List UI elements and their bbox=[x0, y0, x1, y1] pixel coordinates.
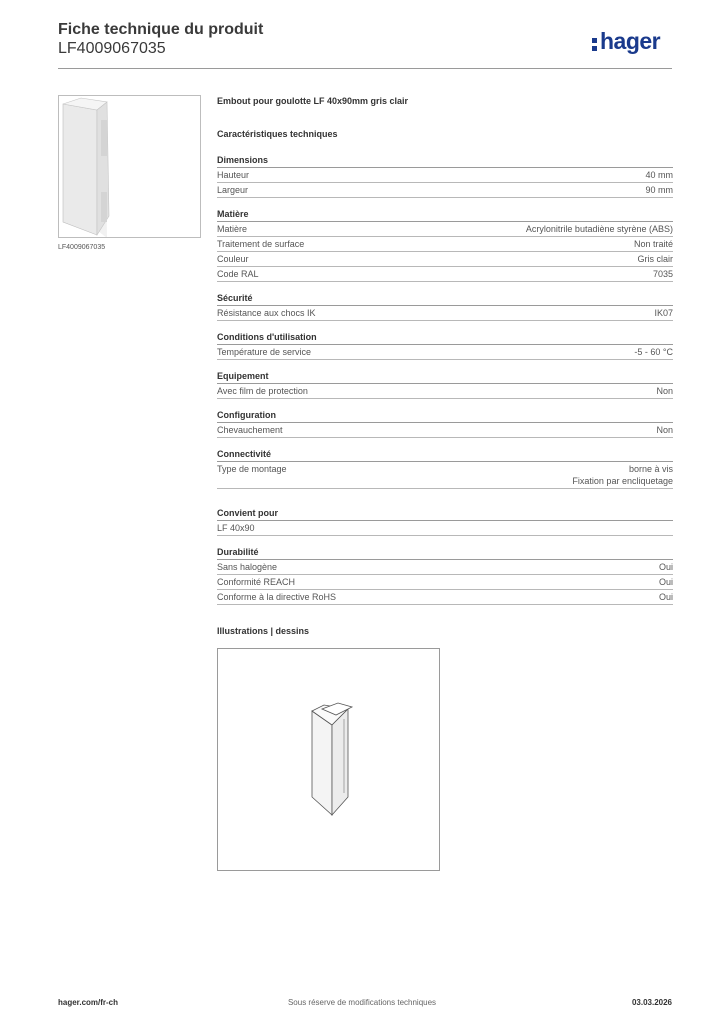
logo-mark-icon bbox=[592, 32, 598, 52]
spec-value-group bbox=[659, 561, 673, 573]
spec-value-group bbox=[645, 184, 673, 196]
product-reference: LF4009067035 bbox=[58, 40, 166, 57]
spec-section bbox=[217, 370, 673, 399]
product-image bbox=[58, 95, 201, 238]
spec-row bbox=[217, 168, 673, 183]
spec-value-group bbox=[634, 346, 673, 358]
spec-section-title: Dimensions bbox=[217, 154, 673, 168]
footer-notice: Sous réserve de modifications techniques bbox=[287, 998, 437, 1007]
spec-value: Oui bbox=[658, 577, 673, 587]
spec-row bbox=[217, 345, 673, 360]
spec-row bbox=[217, 575, 673, 590]
spec-label: Sans halogène bbox=[217, 562, 278, 572]
spec-value-group bbox=[656, 385, 673, 397]
spec-label: Code RAL bbox=[217, 269, 259, 279]
spec-label: Chevauchement bbox=[217, 425, 283, 435]
spec-content bbox=[217, 95, 673, 637]
spec-value: Non bbox=[656, 425, 673, 435]
spec-value: borne à vis bbox=[628, 464, 673, 474]
spec-value: Non bbox=[656, 386, 673, 396]
spec-section bbox=[217, 331, 673, 360]
spec-value: Gris clair bbox=[637, 254, 673, 264]
spec-section bbox=[217, 546, 673, 605]
spec-label: Largeur bbox=[217, 185, 249, 195]
page-title: Fiche technique du produit bbox=[58, 21, 264, 38]
spec-row bbox=[217, 560, 673, 575]
spec-value: IK07 bbox=[654, 308, 673, 318]
spec-section bbox=[217, 292, 673, 321]
header-divider bbox=[58, 68, 672, 69]
spec-row bbox=[217, 222, 673, 237]
spec-row bbox=[217, 306, 673, 321]
spec-label: Hauteur bbox=[217, 170, 250, 180]
spec-value-group bbox=[572, 463, 673, 487]
spec-label: Conformité REACH bbox=[217, 577, 296, 587]
product-name: Embout pour goulotte LF 40x90mm gris clair bbox=[217, 96, 409, 106]
spec-section-title: Equipement bbox=[217, 370, 673, 384]
spec-section-title: Conditions d'utilisation bbox=[217, 331, 673, 345]
spec-value: Non traité bbox=[633, 239, 673, 249]
spec-value: Oui bbox=[658, 592, 673, 602]
spec-section-title: Durabilité bbox=[217, 546, 673, 560]
spec-section bbox=[217, 448, 673, 489]
spec-label: Avec film de protection bbox=[217, 386, 308, 396]
spec-label: Matière bbox=[217, 224, 248, 234]
spec-value-secondary: Fixation par encliquetage bbox=[572, 476, 673, 486]
spec-value-group bbox=[656, 424, 673, 436]
spec-label: Type de montage bbox=[217, 464, 287, 474]
spec-value: 40 mm bbox=[645, 170, 673, 180]
spec-section bbox=[217, 208, 673, 282]
spec-row bbox=[217, 183, 673, 198]
spec-value-group bbox=[654, 307, 673, 319]
spec-label: LF 40x90 bbox=[217, 523, 255, 533]
spec-value: 90 mm bbox=[645, 185, 673, 195]
illustrations-heading: Illustrations | dessins bbox=[217, 626, 310, 636]
spec-row bbox=[217, 590, 673, 605]
spec-value-group bbox=[634, 238, 673, 250]
spec-value-group bbox=[645, 169, 673, 181]
product-image-caption: LF4009067035 bbox=[58, 244, 106, 251]
spec-row bbox=[217, 384, 673, 399]
spec-section-title: Configuration bbox=[217, 409, 673, 423]
spec-value-group bbox=[526, 223, 673, 235]
spec-sections bbox=[217, 154, 673, 605]
characteristics-heading: Caractéristiques techniques bbox=[217, 129, 338, 139]
spec-row bbox=[217, 521, 673, 536]
spec-section-title: Matière bbox=[217, 208, 673, 222]
spec-section bbox=[217, 154, 673, 198]
illustration-drawing bbox=[217, 648, 440, 871]
spec-row bbox=[217, 462, 673, 489]
logo-text: hager bbox=[600, 28, 661, 54]
spec-value-group bbox=[638, 253, 674, 265]
spec-value-group bbox=[659, 591, 673, 603]
spec-label: Résistance aux chocs IK bbox=[217, 308, 316, 318]
spec-value: -5 - 60 °C bbox=[634, 347, 673, 357]
spec-section-title: Convient pour bbox=[217, 507, 673, 521]
spec-section-title: Sécurité bbox=[217, 292, 673, 306]
footer-date: 03.03.2026 bbox=[631, 998, 672, 1007]
spec-value: 7035 bbox=[652, 269, 673, 279]
spec-value-group bbox=[653, 268, 673, 280]
spec-row bbox=[217, 237, 673, 252]
spec-value: Oui bbox=[658, 562, 673, 572]
spec-section-title: Connectivité bbox=[217, 448, 673, 462]
spec-section bbox=[217, 507, 673, 536]
spec-value-group bbox=[659, 576, 673, 588]
spec-row bbox=[217, 267, 673, 282]
spec-section bbox=[217, 409, 673, 438]
hager-logo bbox=[592, 28, 660, 56]
spec-value: Acrylonitrile butadiène styrène (ABS) bbox=[525, 224, 673, 234]
spec-label: Couleur bbox=[217, 254, 249, 264]
spec-label: Température de service bbox=[217, 347, 312, 357]
spec-label: Traitement de surface bbox=[217, 239, 305, 249]
spec-row bbox=[217, 423, 673, 438]
spec-row bbox=[217, 252, 673, 267]
footer-website-link[interactable]: hager.com/fr-ch bbox=[58, 998, 119, 1007]
spec-label: Conforme à la directive RoHS bbox=[217, 592, 337, 602]
